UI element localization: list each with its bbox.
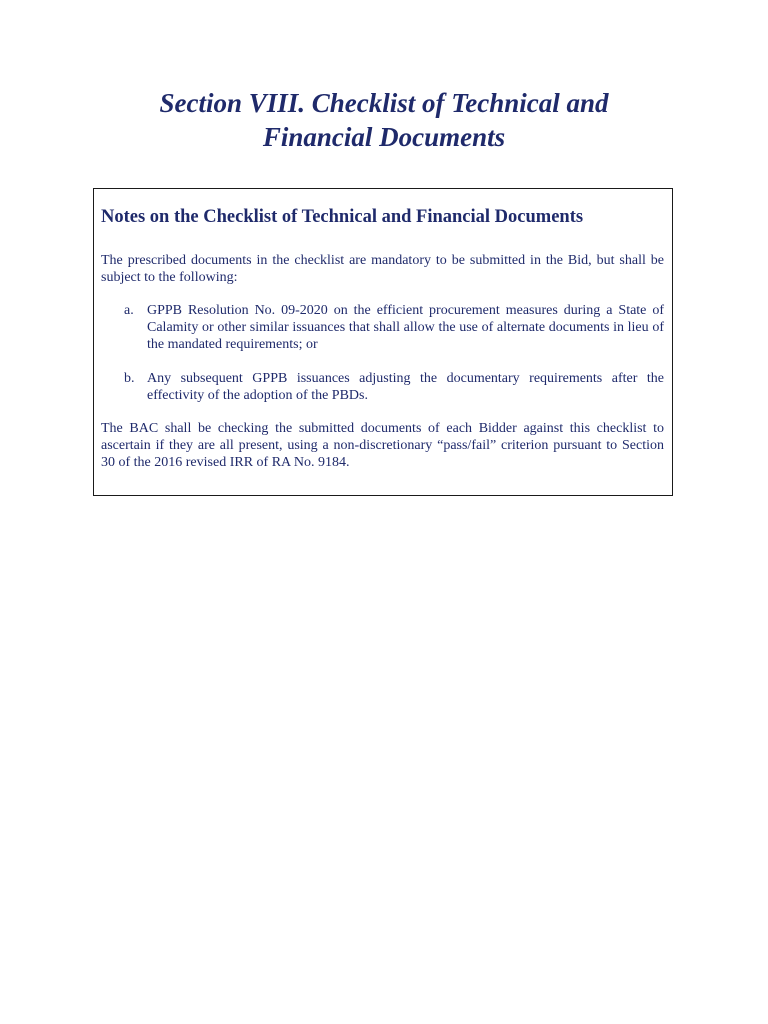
requirements-list: [101, 302, 664, 404]
list-item: [101, 302, 664, 353]
list-item-marker: a.: [124, 303, 134, 318]
notes-heading: Notes on the Checklist of Technical and Financial Documents: [101, 207, 584, 227]
page-title: [60, 86, 708, 154]
list-item-text: Any subsequent GPPB issuances adjusting the documentary requirements after the effectivity of the adoption of the PBDs.: [147, 371, 664, 403]
page-title-line-1: Section VIII. Checklist of Technical and: [159, 88, 609, 118]
page-title-line-2: Financial Documents: [262, 122, 506, 152]
notes-intro-paragraph: The prescribed documents in the checklist are mandatory to be submitted in the Bid, but shall be subject to the following:: [101, 253, 664, 285]
list-item-text: GPPB Resolution No. 09-2020 on the efficient procurement measures during a State of Calamity or other similar issuances that shall allow the use of alternate documents in lieu of the mandated requirements; or: [147, 303, 664, 352]
list-item-marker: b.: [124, 371, 135, 386]
notes-closing-paragraph: The BAC shall be checking the submitted documents of each Bidder against this checklist to ascertain if they are all present, using a non-discretionary “pass/fail” criterion pursuant to Section 30 of the 2016 revised IRR of RA No. 9184.: [101, 421, 664, 470]
list-item: [101, 370, 664, 404]
notes-box: [93, 188, 673, 496]
